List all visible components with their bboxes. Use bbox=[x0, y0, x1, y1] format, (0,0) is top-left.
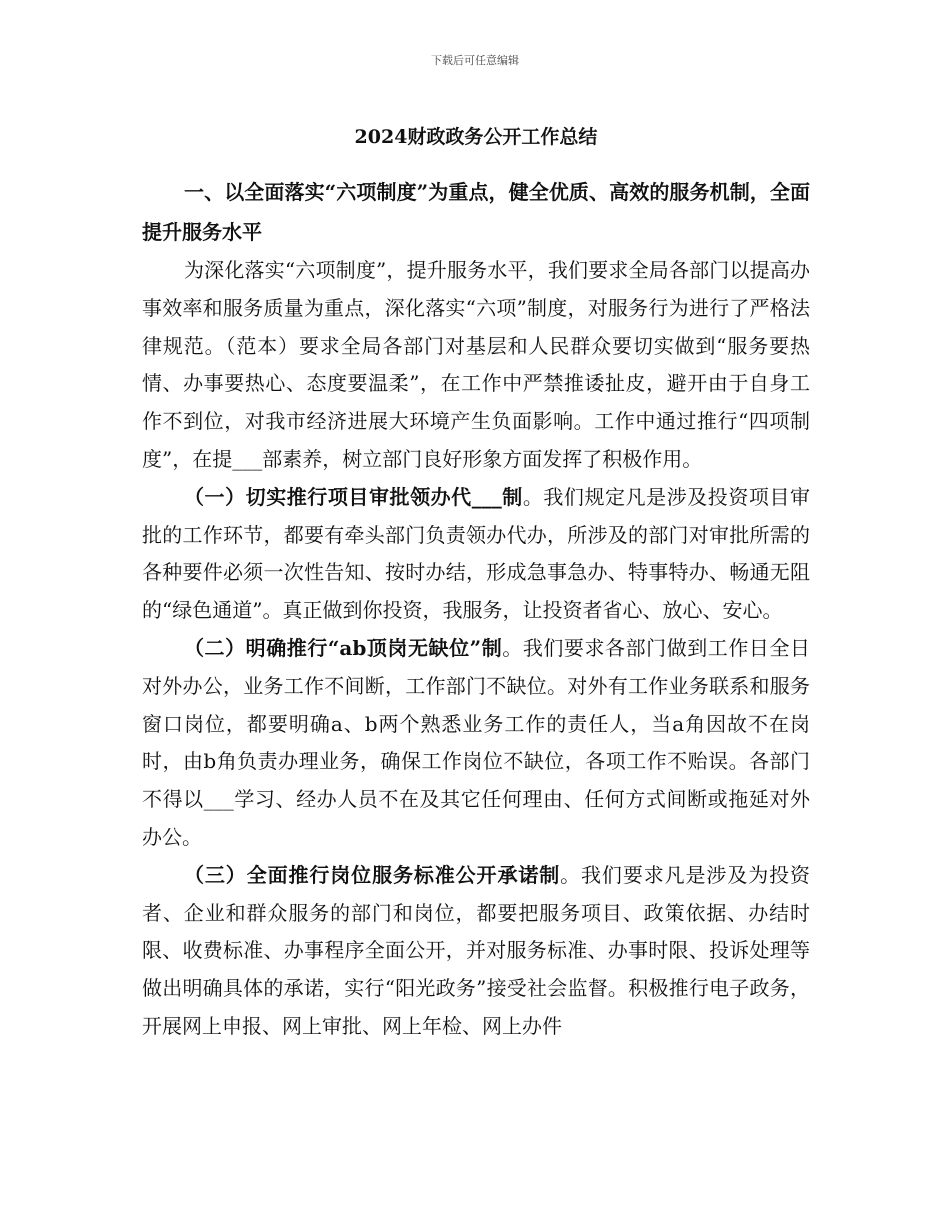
paragraph-text: 。我们要求各部门做到工作日全日对外办公，业务工作不间断，工作部门不缺位。对外有工作业务联系和服务窗口岗位，都要明确a、b两个熟悉业务工作的责任人，当a角因故不在岗时，由b角负责办理业务，确保工作岗位不缺位，各项工作不贻误。各部门不得以___学习、经办人员不在及其它任何理由、任何方式间断或拖延对外办公。 bbox=[142, 635, 811, 849]
paragraph-text: 为深化落实“六项制度”，提升服务水平，我们要求全局各部门以提高办事效率和服务质量为重点，深化落实“六项”制度，对服务行为进行了严格法律规范。（范本）要求全局各部门对基层和人民群众要切实做到“服务要热情、办事要热心、态度要温柔”，在工作中严禁推诿扯皮，避开由于自身工作不到位，对我市经济进展大环境产生负面影响。工作中通过推行“四项制度”，在提___部素养，树立部门良好形象方面发挥了积极作用。 bbox=[142, 258, 810, 471]
paragraph-text: 。我们规定凡是涉及投资项目审批的工作环节，都要有牵头部门负责领办代办，所涉及的部门对审批所需的各种要件必须一次性告知、按时办结，形成急事急办、特事特办、畅通无阻的“绿色通道”。真正做到你投资，我服务，让投资者省心、放心、安心。 bbox=[142, 484, 811, 623]
paragraph-lead: （三）全面推行岗位服务标准公开承诺制 bbox=[184, 862, 561, 887]
document-body bbox=[142, 122, 810, 1046]
document-title: 2024财政政务公开工作总结 bbox=[354, 126, 598, 148]
paragraph-item-1 bbox=[142, 479, 810, 630]
paragraph-text: 。我们要求凡是涉及为投资者、企业和群众服务的部门和岗位，都要把服务项目、政策依据、办结时限、收费标准、办事程序全面公开，并对服务标准、办事时限、投诉处理等做出明确具体的承诺，实行“阳光政务”接受社会监督。积极推行电子政务，开展网上申报、网上审批、网上年检、网上办件 bbox=[142, 862, 811, 1038]
paragraph-lead: （一）切实推行项目审批领办代___制 bbox=[184, 484, 523, 509]
section-heading-1: 一、以全面落实“六项制度”为重点，健全优质、高效的服务机制，全面提升服务水平 bbox=[142, 180, 810, 244]
header-note: 下载后可任意编辑 bbox=[431, 54, 519, 67]
paragraph-intro bbox=[142, 252, 810, 479]
paragraph-item-3 bbox=[142, 857, 810, 1046]
paragraph-lead: （二）明确推行“ab顶岗无缺位”制 bbox=[184, 635, 503, 660]
paragraph-item-2 bbox=[142, 630, 810, 857]
